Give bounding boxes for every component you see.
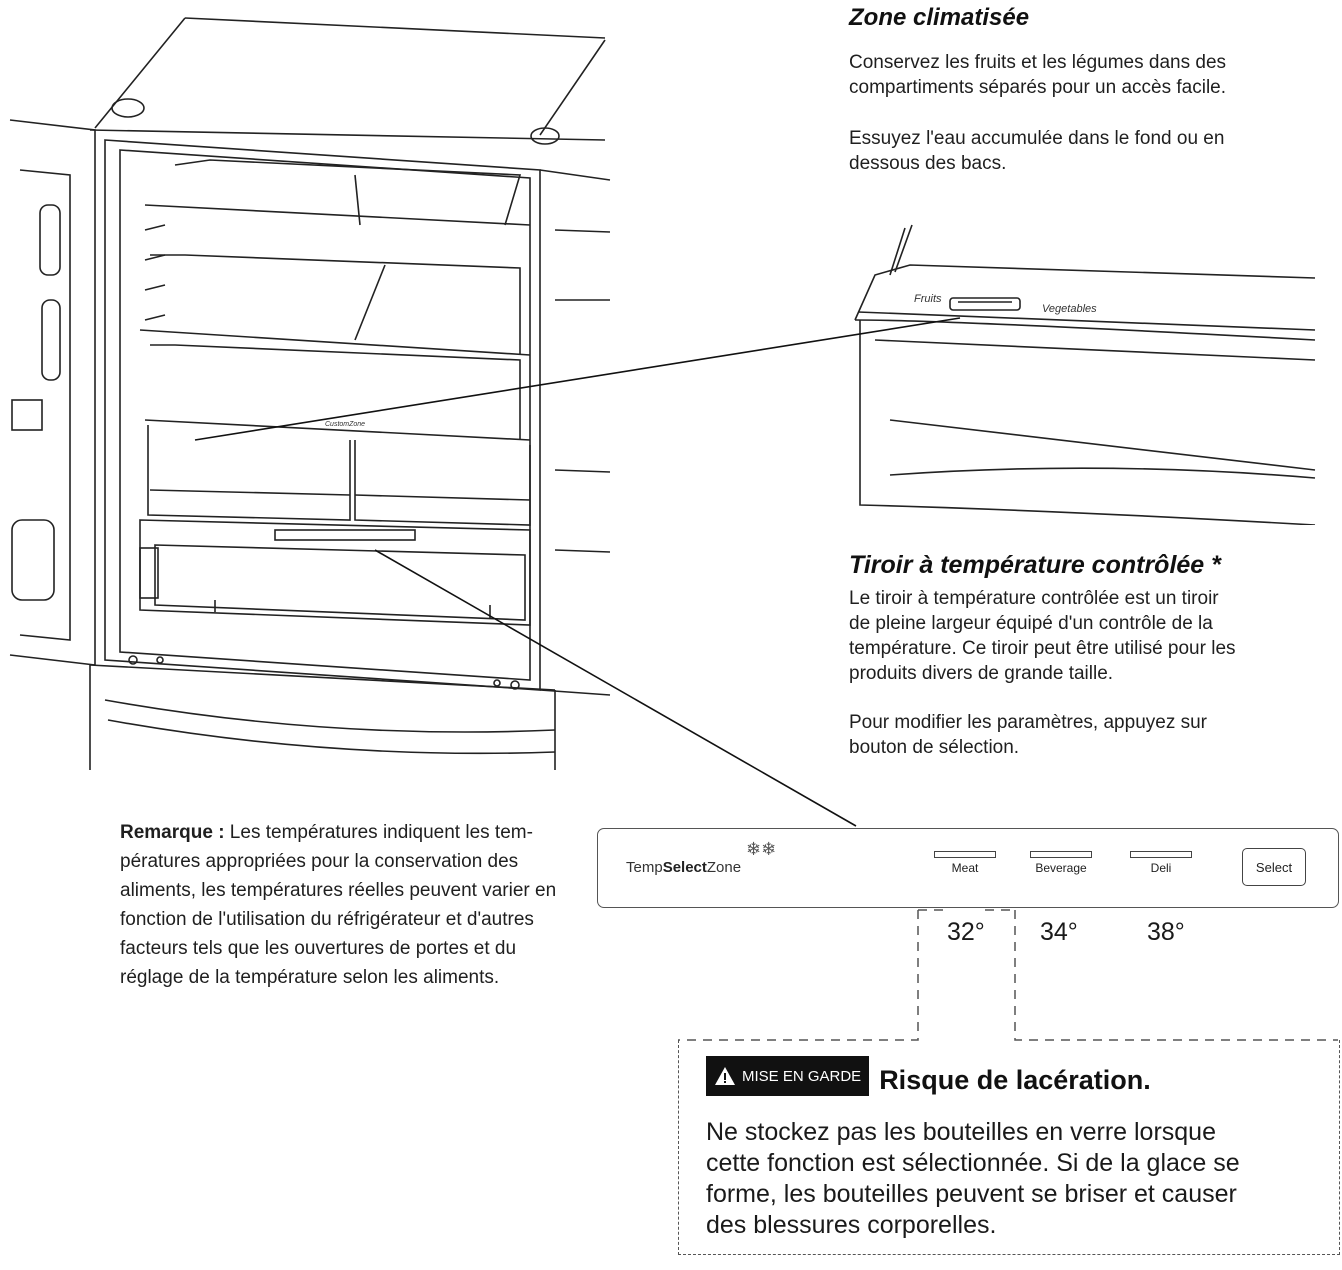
tiroir-text-line2: de pleine largeur équipé d'un contrôle de la <box>849 613 1213 634</box>
remarque-block <box>120 818 590 992</box>
mode-deli-indicator: Deli <box>1130 851 1192 875</box>
tiroir-text-line3: température. Ce tiroir peut être utilisé pour les <box>849 638 1236 659</box>
tiroir-text-line6: bouton de sélection. <box>849 737 1020 758</box>
zone-title: Zone climatisée <box>849 4 1030 31</box>
temp-deli: 38° <box>1147 918 1185 946</box>
remarque-line6: réglage de la température selon les aliments. <box>120 967 500 988</box>
indicator-light <box>934 851 996 858</box>
remarque-label: Remarque : <box>120 822 225 843</box>
mode-beverage-indicator: Beverage <box>1030 851 1092 875</box>
tiroir-text-line5: Pour modifier les paramètres, appuyez sur <box>849 712 1207 733</box>
mode-meat-indicator: Meat <box>934 851 996 875</box>
tiroir-text-line4: produits divers de grande taille. <box>849 663 1114 684</box>
indicator-light <box>1130 851 1192 858</box>
tiroir-title: Tiroir à température contrôlée * <box>849 551 1221 579</box>
brand-logo: TempSelectZone <box>626 859 742 876</box>
zone-text-line1: Conservez les fruits et les légumes dans des <box>849 52 1227 73</box>
temp-select-control-panel <box>597 828 1339 908</box>
remarque-line2: pératures appropriées pour la conservation des <box>120 851 519 872</box>
fridge-drawer-label: CustomZone <box>325 421 366 428</box>
warning-line1: Ne stockez pas les bouteilles en verre lorsque <box>706 1118 1216 1146</box>
warning-text <box>706 1117 1240 1241</box>
warning-title: Risque de lacération. <box>879 1065 1151 1095</box>
remarque-line3: aliments, les températures réelles peuvent varier en <box>120 880 557 901</box>
remarque-line1: Les températures indiquent les tem- <box>224 822 533 843</box>
remarque-line5: facteurs tels que les ouvertures de portes et du <box>120 938 517 959</box>
warning-line2: cette fonction est sélectionnée. Si de la glace se <box>706 1149 1240 1177</box>
fruits-label: Fruits <box>914 293 942 305</box>
temp-meat: 32° <box>947 918 985 946</box>
warning-header <box>706 1064 1151 1096</box>
zone-text-line4: dessous des bacs. <box>849 153 1007 174</box>
warning-badge: MISE EN GARDE <box>706 1056 869 1096</box>
warning-triangle-icon <box>714 1066 736 1086</box>
tiroir-text-line1: Le tiroir à température contrôlée est un tiroir <box>849 588 1219 609</box>
vegetables-label: Vegetables <box>1042 303 1097 315</box>
select-button[interactable]: Select <box>1242 848 1306 886</box>
zone-text-line3: Essuyez l'eau accumulée dans le fond ou en <box>849 128 1225 149</box>
remarque-line4: fonction de l'utilisation du réfrigérateur et d'autres <box>120 909 534 930</box>
zone-text-line2: compartiments séparés pour un accès facile. <box>849 77 1227 98</box>
warning-line3: forme, les bouteilles peuvent se briser et causer <box>706 1180 1237 1208</box>
indicator-light <box>1030 851 1092 858</box>
snowflake-icon: ❄❄ <box>746 839 777 859</box>
temp-beverage: 34° <box>1040 918 1078 946</box>
warning-line4: des blessures corporelles. <box>706 1211 997 1239</box>
